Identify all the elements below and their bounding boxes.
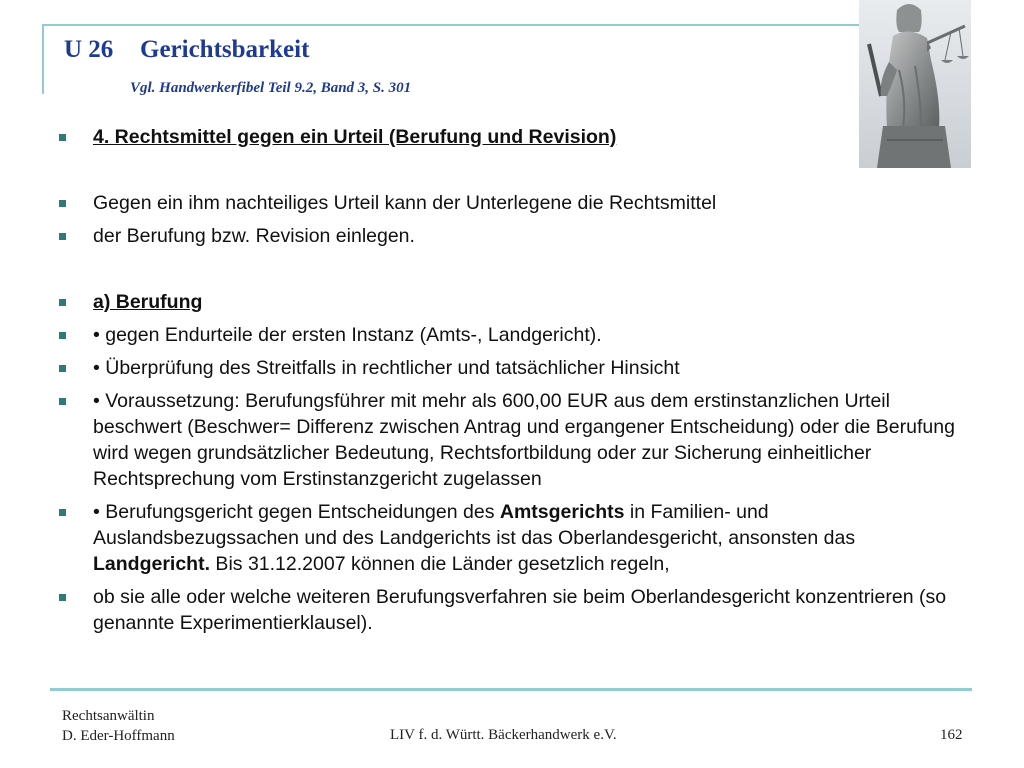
point-4-text-c: in Familien- und Auslandsbezugssachen und des Landgerichts ist das Oberlandesgericht, ansonsten das — [93, 501, 856, 549]
point-4-text-a: • Berufungsgericht gegen Entscheidungen des — [93, 501, 500, 523]
list-item-point-2: • Überprüfung des Streitfalls in rechtlicher und tatsächlicher Hinsicht — [56, 355, 976, 381]
list-item-section-a — [56, 289, 976, 315]
title-number: U 26 — [64, 36, 114, 63]
list-item-heading — [56, 124, 976, 150]
title-text: Gerichtsbarkeit — [140, 36, 310, 63]
list-item-point-4 — [56, 499, 976, 577]
list-item-point-1: • gegen Endurteile der ersten Instanz (Amts-, Landgericht). — [56, 322, 976, 348]
list-item-point-3: • Voraussetzung: Berufungsführer mit mehr als 600,00 EUR aus dem erstinstanzlichen Urteil beschwert (Beschwer= Differenz zwischen Antrag und ergangener Entscheidung) oder die Berufung wird wegen grundsätzlicher Bedeutung, Rechtsfortbildung oder zur Sicherung einheitlicher Rechtsprechung vom Erstinstanzgericht zugelassen — [56, 388, 976, 492]
slide-content — [56, 124, 976, 636]
bottom-rule — [50, 688, 972, 691]
point-4-landgericht: Landgericht. — [93, 553, 211, 575]
left-rule — [42, 24, 44, 94]
footer-author — [62, 706, 175, 746]
section-heading: 4. Rechtsmittel gegen ein Urteil (Berufung und Revision) — [93, 126, 617, 148]
list-item-intro-1: Gegen ein ihm nachteiliges Urteil kann der Unterlegene die Rechtsmittel — [56, 190, 976, 216]
section-a-heading: a) Berufung — [93, 291, 203, 313]
footer-organization: LIV f. d. Württ. Bäckerhandwerk e.V. — [390, 727, 617, 743]
footer-author-line-2: D. Eder-Hoffmann — [62, 728, 175, 744]
slide-title — [64, 36, 309, 64]
top-rule — [42, 24, 860, 26]
list-item-point-5: ob sie alle oder welche weiteren Berufungsverfahren sie beim Oberlandesgericht konzentrieren (so genannte Experimentierklausel). — [56, 584, 976, 636]
page-number: 162 — [940, 727, 963, 743]
slide-subtitle: Vgl. Handwerkerfibel Teil 9.2, Band 3, S. 301 — [130, 80, 412, 96]
footer-author-line-1: Rechtsanwältin — [62, 708, 155, 724]
list-item-intro-2: der Berufung bzw. Revision einlegen. — [56, 223, 976, 249]
point-4-amtsgerichts: Amtsgerichts — [499, 501, 625, 523]
point-4-text-e: Bis 31.12.2007 können die Länder gesetzlich regeln, — [210, 553, 670, 575]
